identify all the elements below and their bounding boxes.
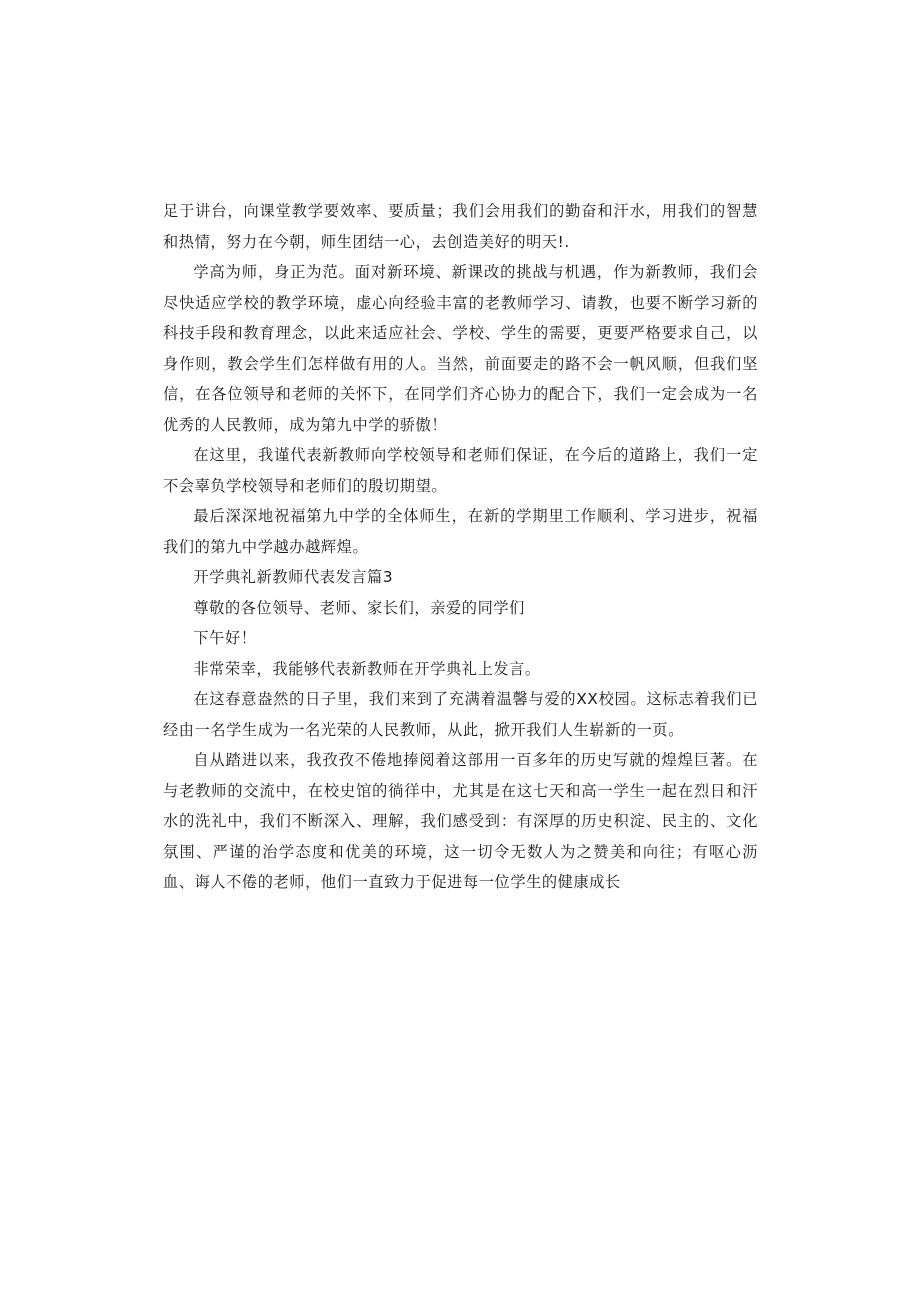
paragraph-continuation: 足于讲台，向课堂教学要效率、要质量；我们会用我们的勤奋和汗水，用我们的智慧和热情，努力在今朝，师生团结一心，去创造美好的明天!.	[163, 202, 758, 251]
paragraph-new-teacher-commitment: 学高为师，身正为范。面对新环境、新课改的挑战与机遇，作为新教师，我们会尽快适应学校的教学环境，虚心向经验丰富的老教师学习、请教，也要不断学习新的科技手段和教育理念，以此来适应社会、学校、学生的需要，更要严格要求自己，以身作则，教会学生们怎样做有用的人。当然，前面要走的路不会一帆风顺，但我们坚信，在各位领导和老师的关怀下，在同学们齐心协力的配合下，我们一定会成为一名优秀的人民教师，成为第九中学的骄傲！	[163, 263, 758, 434]
salutation: 尊敬的各位领导、老师、家长们，亲爱的同学们	[193, 598, 525, 617]
paragraph-blessing: 最后深深地祝福第九中学的全体师生，在新的学期里工作顺利、学习进步，祝福我们的第九中学越办越辉煌。	[163, 507, 758, 556]
paragraph-pledge: 在这里，我谨代表新教师向学校领导和老师们保证，在今后的道路上，我们一定不会辜负学校领导和老师们的殷切期望。	[163, 446, 758, 495]
paragraph-honor: 非常荣幸，我能够代表新教师在开学典礼上发言。	[193, 659, 541, 678]
paragraph-school-history: 自从踏进以来，我孜孜不倦地捧阅着这部用一百多年的历史写就的煌煌巨著。在与老教师的交流中，在校史馆的徜徉中，尤其是在这七天和高一学生一起在烈日和汗水的洗礼中，我们不断深入、理解，我们感受到：有深厚的历史积淀、民主的、文化氛围、严谨的治学态度和优美的环境，这一切令无数人为之赞美和向往；有呕心沥血、诲人不倦的老师，他们一直致力于促进每一位学生的健康成长	[163, 751, 758, 891]
paragraph-arrival: 在这春意盎然的日子里，我们来到了充满着温馨与爱的XX校园。这标志着我们已经由一名学生成为一名光荣的人民教师，从此，掀开我们人生崭新的一页。	[163, 690, 758, 739]
greeting: 下午好！	[193, 629, 257, 647]
section-heading: 开学典礼新教师代表发言篇3	[193, 568, 394, 586]
document-body	[163, 196, 758, 898]
